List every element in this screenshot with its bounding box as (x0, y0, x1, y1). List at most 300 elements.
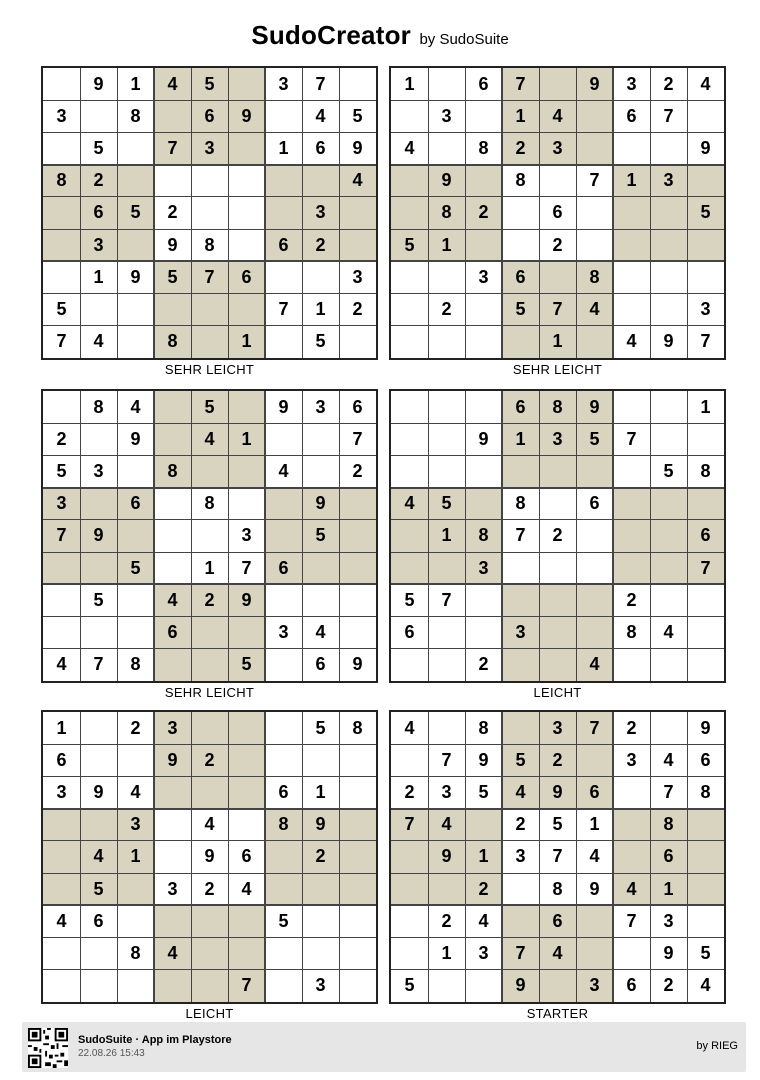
sudoku-cell (154, 294, 191, 326)
sudoku-cell: 1 (130, 73, 141, 94)
sudoku-cell: 7 (626, 428, 637, 449)
sudoku-cell (502, 229, 539, 261)
sudoku-cell (265, 488, 302, 520)
sudoku-cell (302, 744, 339, 776)
sudoku-cell: 9 (663, 943, 674, 964)
sudoku-cell (191, 165, 228, 197)
sudoku-cell: 1 (502, 423, 539, 455)
sudoku-cell (117, 584, 154, 616)
sudoku-cell (391, 294, 428, 326)
sudoku-cell: 3 (441, 105, 452, 126)
sudoku-cell: 6 (56, 749, 67, 770)
sudoku-cell: 7 (576, 712, 613, 744)
sudoku-cell: 5 (191, 68, 228, 100)
sudoku-cell: 7 (663, 782, 674, 803)
sudoku-cell: 9 (80, 520, 117, 552)
grid-line (153, 712, 155, 1002)
sudoku-cell: 5 (93, 138, 104, 159)
sudoku-cell: 4 (663, 622, 674, 643)
sudoku-cell: 1 (650, 873, 687, 905)
difficulty-label: STARTER (526, 1006, 589, 1021)
sudoku-cell: 8 (93, 396, 104, 417)
sudoku-cell: 4 (391, 488, 428, 520)
sudoku-cell (154, 423, 191, 455)
sudoku-puzzle (41, 389, 378, 700)
sudoku-cell: 5 (687, 197, 724, 229)
sudoku-cell: 7 (552, 846, 563, 867)
sudoku-cell (302, 552, 339, 584)
grid-line (228, 391, 229, 681)
sudoku-cell (339, 873, 376, 905)
sudoku-cell: 4 (154, 938, 191, 970)
sudoku-cell (302, 455, 339, 487)
sudoku-cell (154, 165, 191, 197)
sudoku-cell: 5 (315, 717, 326, 738)
sudoku-cell (265, 423, 302, 455)
sudoku-cell (80, 294, 117, 326)
sudoku-cell (117, 744, 154, 776)
sudoku-cell (502, 584, 539, 616)
sudoku-cell (302, 905, 339, 937)
sudoku-cell: 4 (539, 938, 576, 970)
sudoku-cell: 5 (117, 552, 154, 584)
grid-line (501, 712, 503, 1002)
sudoku-cell: 2 (204, 878, 215, 899)
grid-line (43, 260, 376, 262)
sudoku-cell (428, 873, 465, 905)
sudoku-grid (41, 389, 378, 683)
difficulty-label: LEICHT (185, 1006, 234, 1021)
grid-line (117, 391, 118, 681)
sudoku-cell: 7 (241, 557, 252, 578)
sudoku-cell (302, 261, 339, 293)
grid-line (43, 808, 376, 810)
sudoku-cell (80, 100, 117, 132)
grid-line (191, 391, 192, 681)
sudoku-cell: 4 (80, 841, 117, 873)
sudoku-cell (502, 873, 539, 905)
grid-line (501, 391, 503, 681)
sudoku-cell: 6 (650, 841, 687, 873)
sudoku-cell: 2 (465, 873, 502, 905)
grid-line (391, 937, 724, 938)
sudoku-cell (339, 938, 376, 970)
sudoku-cell (117, 294, 154, 326)
sudoku-cell (302, 584, 339, 616)
sudoku-cell (339, 809, 376, 841)
sudoku-cell: 9 (663, 331, 674, 352)
sudoku-cell: 4 (576, 649, 613, 681)
sudoku-cell (687, 905, 724, 937)
sudoku-cell: 1 (589, 814, 600, 835)
sudoku-cell (339, 197, 376, 229)
grid-line (43, 552, 376, 553)
grid-line (391, 260, 724, 262)
sudoku-cell: 8 (515, 493, 526, 514)
sudoku-cell (80, 970, 117, 1002)
sudoku-cell: 2 (465, 197, 502, 229)
sudoku-cell: 8 (154, 455, 191, 487)
grid-line (228, 68, 229, 358)
sudoku-cell (228, 455, 265, 487)
grid-line (117, 68, 118, 358)
sudoku-cell (576, 938, 613, 970)
sudoku-cell: 5 (352, 105, 363, 126)
sudoku-cell: 6 (241, 846, 252, 867)
sudoku-cell (43, 809, 80, 841)
sudoku-cell (465, 617, 502, 649)
sudoku-cell (191, 197, 228, 229)
sudoku-cell (80, 744, 117, 776)
grid-line (539, 712, 540, 1002)
sudoku-cell: 6 (315, 654, 326, 675)
sudoku-cell (117, 905, 154, 937)
sudoku-cell (228, 68, 265, 100)
grid-line (191, 712, 192, 1002)
sudoku-cell: 6 (539, 905, 576, 937)
sudoku-cell (302, 165, 339, 197)
sudoku-cell (339, 905, 376, 937)
sudoku-cell: 7 (391, 809, 428, 841)
sudoku-cell (339, 229, 376, 261)
sudoku-cell: 3 (241, 525, 252, 546)
sudoku-cell (265, 584, 302, 616)
sudoku-cell: 2 (663, 975, 674, 996)
sudoku-cell: 4 (428, 809, 465, 841)
sudoku-cell: 4 (315, 105, 326, 126)
grid-line (43, 132, 376, 133)
sudoku-cell: 7 (43, 520, 80, 552)
sudoku-cell: 7 (56, 331, 67, 352)
sudoku-cell (117, 455, 154, 487)
sudoku-cell (428, 970, 465, 1002)
sudoku-cell: 6 (626, 975, 637, 996)
grid-line (391, 325, 724, 326)
app-store-label: SudoSuite · App im Playstore (78, 1034, 232, 1046)
sudoku-cell (117, 165, 154, 197)
sudoku-cell (265, 165, 302, 197)
grid-line (80, 712, 81, 1002)
sudoku-cell (539, 970, 576, 1002)
sudoku-cell (613, 261, 650, 293)
sudoku-cell: 7 (626, 910, 637, 931)
sudoku-cell (339, 584, 376, 616)
sudoku-cell (391, 326, 428, 358)
sudoku-cell (428, 617, 465, 649)
sudoku-cell (391, 552, 428, 584)
sudoku-cell (465, 326, 502, 358)
sudoku-cell: 8 (700, 782, 711, 803)
sudoku-cell (43, 552, 80, 584)
sudoku-cell: 9 (228, 100, 265, 132)
sudoku-cell (265, 712, 302, 744)
sudoku-cell (687, 873, 724, 905)
sudoku-cell (391, 455, 428, 487)
sudoku-puzzle (389, 389, 726, 700)
sudoku-cell: 8 (700, 461, 711, 482)
sudoku-cell: 9 (154, 744, 191, 776)
grid-line (687, 391, 688, 681)
grid-line (391, 229, 724, 230)
grid-line (302, 391, 303, 681)
sudoku-cell: 5 (302, 520, 339, 552)
sudoku-cell: 4 (278, 461, 289, 482)
sudoku-cell: 6 (404, 622, 415, 643)
sudoku-cell: 9 (700, 717, 711, 738)
sudoku-cell: 2 (352, 299, 363, 320)
sudoku-cell: 1 (502, 100, 539, 132)
sudoku-cell: 6 (552, 202, 563, 223)
sudoku-cell: 3 (56, 105, 67, 126)
sudoku-cell (43, 873, 80, 905)
sudoku-cell: 8 (478, 717, 489, 738)
sudoku-cell: 1 (539, 326, 576, 358)
sudoku-cell: 6 (315, 138, 326, 159)
sudoku-cell (613, 455, 650, 487)
sudoku-cell: 3 (700, 299, 711, 320)
grid-line (80, 391, 81, 681)
sudoku-cell: 3 (478, 266, 489, 287)
grid-line (391, 132, 724, 133)
grid-line (465, 712, 466, 1002)
sudoku-cell: 5 (663, 461, 674, 482)
sudoku-cell: 3 (278, 622, 289, 643)
sudoku-cell (576, 584, 613, 616)
sudoku-cell: 7 (502, 68, 539, 100)
grid-line (264, 391, 266, 681)
sudoku-cell: 2 (552, 525, 563, 546)
sudoku-cell: 1 (404, 73, 415, 94)
grid-line (339, 391, 340, 681)
sudoku-cell: 3 (191, 132, 228, 164)
sudoku-cell (43, 938, 80, 970)
sudoku-cell: 3 (80, 229, 117, 261)
sudoku-cell: 1 (228, 423, 265, 455)
sudoku-cell (228, 776, 265, 808)
grid-line (428, 68, 429, 358)
sudoku-cell (80, 552, 117, 584)
sudoku-cell (613, 938, 650, 970)
sudoku-cell (576, 744, 613, 776)
sudoku-cell (339, 776, 376, 808)
sudoku-cell (43, 391, 80, 423)
sudoku-cell (154, 905, 191, 937)
sudoku-cell (650, 261, 687, 293)
sudoku-cell (154, 809, 191, 841)
sudoku-cell: 1 (204, 557, 215, 578)
grid-line (391, 196, 724, 197)
sudoku-cell (339, 68, 376, 100)
sudoku-cell (191, 326, 228, 358)
sudoku-cell: 6 (478, 73, 489, 94)
sudoku-cell (502, 552, 539, 584)
sudoku-cell: 9 (302, 809, 339, 841)
sudoku-cell (117, 229, 154, 261)
sudoku-cell: 8 (465, 520, 502, 552)
grid-line (391, 100, 724, 101)
grid-line (43, 519, 376, 520)
sudoku-cell (43, 197, 80, 229)
grid-line (465, 68, 466, 358)
sudoku-cell (613, 552, 650, 584)
sudoku-cell: 8 (43, 165, 80, 197)
sudoku-cell (502, 326, 539, 358)
sudoku-cell: 5 (93, 589, 104, 610)
sudoku-cell: 4 (130, 396, 141, 417)
sudoku-cell: 9 (130, 266, 141, 287)
sudoku-cell (650, 488, 687, 520)
sudoku-cell: 3 (465, 552, 502, 584)
sudoku-cell (154, 841, 191, 873)
sudoku-cell (191, 776, 228, 808)
sudoku-cell: 7 (191, 261, 228, 293)
sudoku-cell: 4 (478, 910, 489, 931)
sudoku-cell (465, 488, 502, 520)
sudoku-cell: 1 (700, 396, 711, 417)
sudoku-cell (391, 423, 428, 455)
sudoku-cell: 4 (576, 294, 613, 326)
difficulty-label: SEHR LEICHT (164, 362, 255, 377)
sudoku-cell (428, 132, 465, 164)
sudoku-grid (389, 66, 726, 360)
sudoku-cell (339, 520, 376, 552)
sudoku-cell (391, 905, 428, 937)
sudoku-cell (43, 68, 80, 100)
sudoku-cell: 6 (117, 488, 154, 520)
sudoku-cell (391, 165, 428, 197)
sudoku-cell (339, 488, 376, 520)
sudoku-cell (539, 455, 576, 487)
grid-line (391, 583, 724, 585)
sudoku-cell (191, 649, 228, 681)
sudoku-cell: 4 (241, 878, 252, 899)
sudoku-cell: 9 (478, 428, 489, 449)
sudoku-cell: 3 (626, 749, 637, 770)
sudoku-cell (428, 423, 465, 455)
sudoku-cell (613, 520, 650, 552)
sudoku-cell (43, 617, 80, 649)
sudoku-cell (465, 229, 502, 261)
sudoku-cell: 7 (228, 970, 265, 1002)
sudoku-cell: 3 (56, 782, 67, 803)
sudoku-puzzle (389, 710, 726, 1021)
sudoku-cell: 9 (428, 165, 465, 197)
sudoku-cell: 3 (576, 970, 613, 1002)
sudoku-cell (650, 391, 687, 423)
grid-line (391, 904, 724, 906)
sudoku-cell: 2 (515, 814, 526, 835)
sudoku-cell: 5 (228, 649, 265, 681)
sudoku-cell: 5 (552, 814, 563, 835)
sudoku-cell: 2 (302, 841, 339, 873)
sudoku-cell (228, 165, 265, 197)
sudoku-cell: 6 (589, 493, 600, 514)
sudoku-cell: 3 (352, 266, 363, 287)
sudoku-puzzle (41, 66, 378, 377)
sudoku-cell (43, 261, 80, 293)
qr-code-icon (28, 1028, 68, 1068)
sudoku-cell: 7 (539, 294, 576, 326)
sudoku-cell: 3 (154, 712, 191, 744)
sudoku-cell (502, 905, 539, 937)
sudoku-cell: 3 (539, 423, 576, 455)
sudoku-cell: 9 (576, 68, 613, 100)
sudoku-cell (228, 132, 265, 164)
sudoku-cell (650, 197, 687, 229)
sudoku-puzzle (389, 66, 726, 377)
sudoku-cell (428, 455, 465, 487)
grid-line (43, 873, 376, 874)
sudoku-cell: 2 (302, 229, 339, 261)
sudoku-cell: 7 (515, 525, 526, 546)
grid-line (391, 648, 724, 649)
sudoku-cell (265, 841, 302, 873)
sudoku-cell: 7 (352, 428, 363, 449)
sudoku-cell: 7 (154, 132, 191, 164)
sudoku-cell (80, 938, 117, 970)
sudoku-cell: 7 (93, 654, 104, 675)
grid-line (650, 712, 651, 1002)
sudoku-cell (154, 488, 191, 520)
sudoku-cell: 1 (278, 138, 289, 159)
grid-line (43, 648, 376, 649)
sudoku-cell (391, 261, 428, 293)
sudoku-cell: 3 (663, 910, 674, 931)
sudoku-cell (265, 970, 302, 1002)
sudoku-cell: 3 (441, 782, 452, 803)
sudoku-cell (228, 197, 265, 229)
sudoku-cell: 3 (539, 712, 576, 744)
sudoku-cell: 8 (539, 391, 576, 423)
sudoku-cell: 9 (93, 73, 104, 94)
grid-line (264, 68, 266, 358)
sudoku-grid (389, 710, 726, 1004)
sudoku-cell (465, 809, 502, 841)
grid-line (302, 712, 303, 1002)
grid-line (612, 391, 614, 681)
sudoku-cell: 6 (154, 617, 191, 649)
sudoku-cell: 5 (56, 461, 67, 482)
sudoku-cell (265, 873, 302, 905)
sudoku-cell: 3 (650, 165, 687, 197)
sudoku-cell: 3 (167, 878, 178, 899)
grid-line (43, 583, 376, 585)
sudoku-cell: 2 (539, 744, 576, 776)
sudoku-cell: 8 (265, 809, 302, 841)
sudoku-cell (687, 488, 724, 520)
sudoku-cell: 7 (441, 589, 452, 610)
sudoku-cell: 7 (663, 105, 674, 126)
sudoku-cell (339, 552, 376, 584)
sudoku-cell (391, 649, 428, 681)
grid-line (428, 712, 429, 1002)
sudoku-cell: 4 (204, 814, 215, 835)
sudoku-grid (389, 389, 726, 683)
sudoku-cell: 5 (428, 488, 465, 520)
sudoku-cell (613, 841, 650, 873)
sudoku-cell (191, 970, 228, 1002)
grid-line (391, 423, 724, 424)
sudoku-cell: 1 (613, 165, 650, 197)
grid-line (43, 293, 376, 294)
sudoku-cell (613, 197, 650, 229)
grid-line (391, 808, 724, 810)
sudoku-cell (302, 423, 339, 455)
sudoku-cell (265, 938, 302, 970)
sudoku-cell: 4 (663, 749, 674, 770)
sudoku-cell: 9 (167, 234, 178, 255)
grid-line (391, 873, 724, 874)
